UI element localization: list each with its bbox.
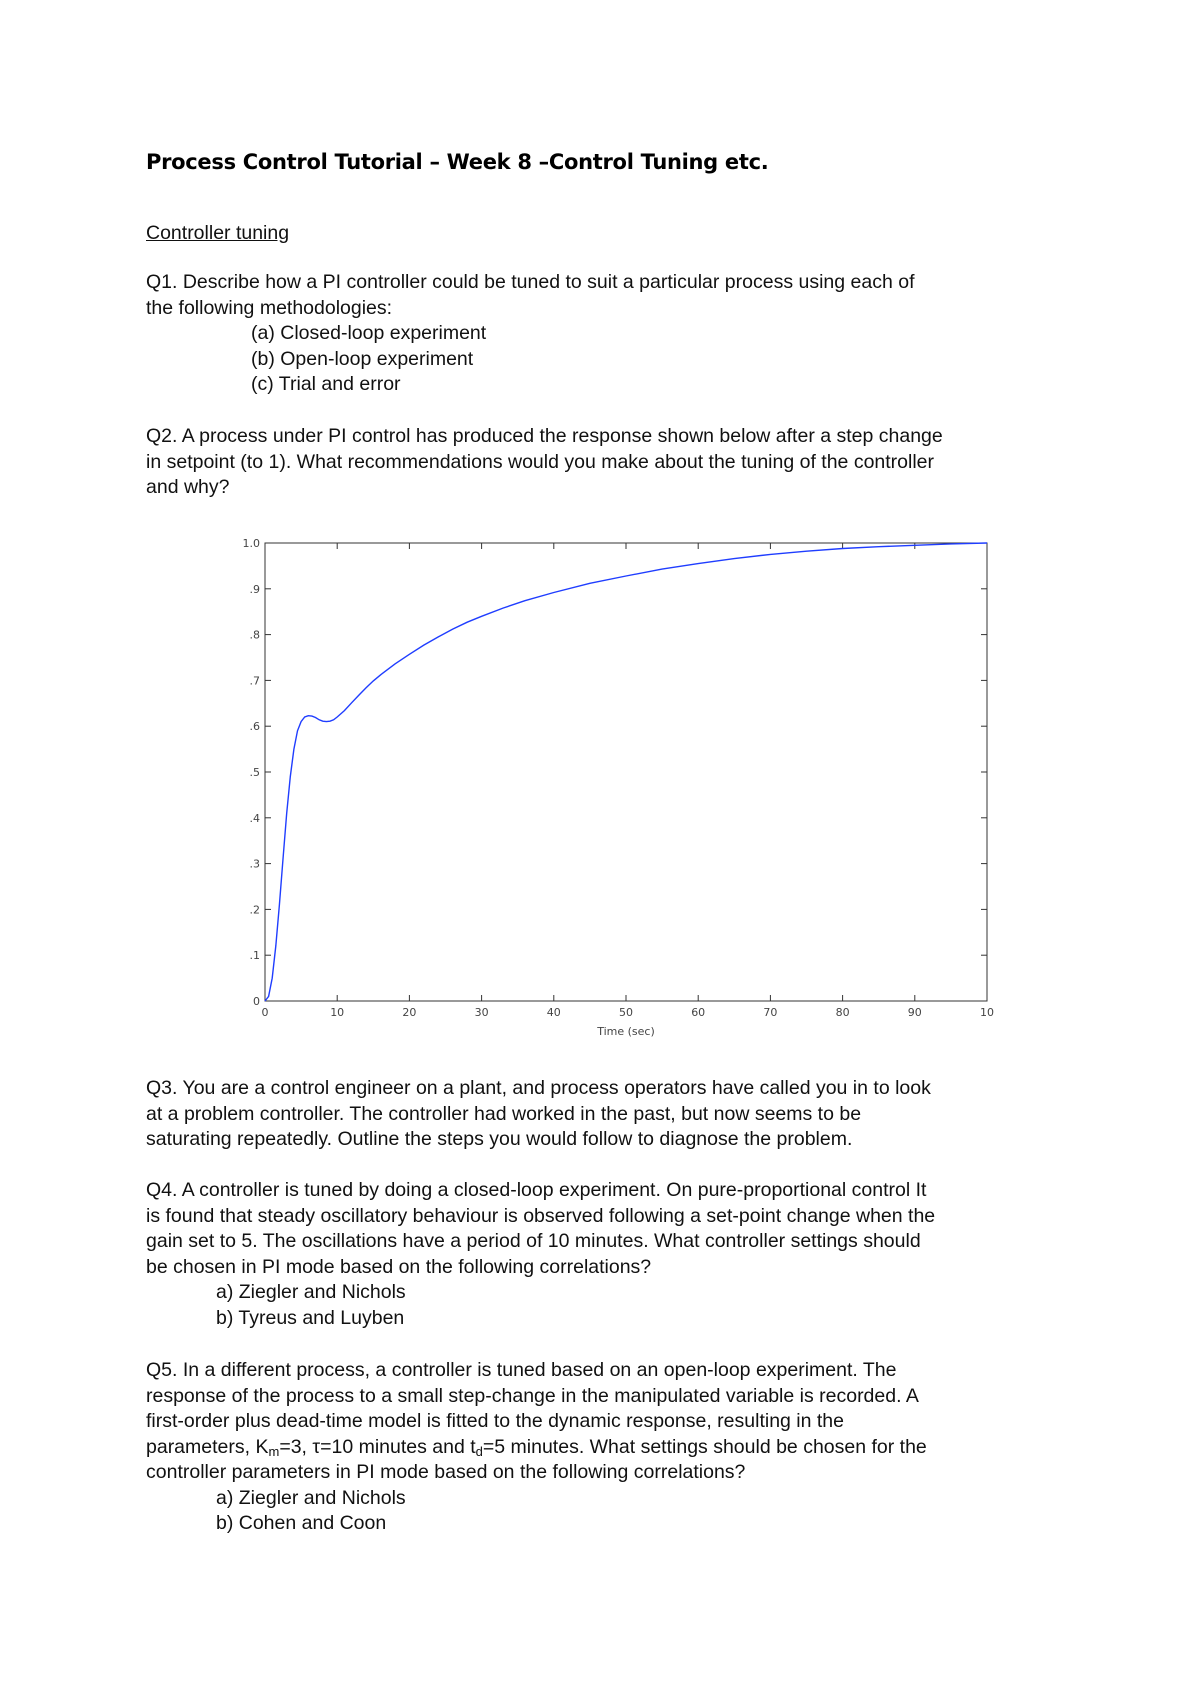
x-tick-label: 10 bbox=[330, 1006, 345, 1019]
x-tick-label: 10 bbox=[980, 1006, 994, 1019]
q1-option: (a) Closed-loop experiment bbox=[251, 322, 487, 344]
document-title: Process Control Tutorial – Week 8 –Control Tuning etc. bbox=[146, 150, 769, 174]
q4-line: Q4. A controller is tuned by doing a closed-loop experiment. On pure-proportional control It bbox=[146, 1179, 927, 1201]
section-heading: Controller tuning bbox=[146, 222, 290, 244]
question-4 bbox=[146, 1178, 1086, 1331]
x-tick-label: 0 bbox=[261, 1006, 269, 1019]
x-tick-label: 80 bbox=[835, 1006, 850, 1019]
question-3 bbox=[146, 1076, 1086, 1153]
q4-option: a) Ziegler and Nichols bbox=[216, 1281, 406, 1303]
y-tick-label: 0 bbox=[253, 995, 260, 1008]
q4-option: b) Tyreus and Luyben bbox=[216, 1306, 405, 1329]
td-subscript: d bbox=[475, 1443, 483, 1459]
y-tick-label: .9 bbox=[249, 582, 260, 596]
km-subscript: m bbox=[268, 1443, 280, 1459]
x-tick-label: 70 bbox=[763, 1006, 778, 1019]
y-tick-label: .4 bbox=[249, 811, 260, 825]
q5-line: Q5. In a different process, a controller is tuned based on an open-loop experiment. The bbox=[146, 1359, 897, 1381]
q2-line: in setpoint (to 1). What recommendations would you make about the tuning of the controller bbox=[146, 450, 935, 473]
q3-line: at a problem controller. The controller had worked in the past, but now seems to be bbox=[146, 1102, 862, 1125]
y-tick-label: 1.0 bbox=[242, 537, 260, 550]
y-tick-label: .3 bbox=[249, 857, 260, 871]
y-axis-tick-labels bbox=[243, 537, 261, 1008]
q5-line: first-order plus dead-time model is fitted to the dynamic response, resulting in the bbox=[146, 1410, 845, 1432]
q1-line: the following methodologies: bbox=[146, 296, 393, 319]
y-tick-label: .8 bbox=[249, 628, 260, 642]
q2-line: Q2. A process under PI control has produced the response shown below after a step change bbox=[146, 425, 943, 447]
q4-line: gain set to 5. The oscillations have a period of 10 minutes. What controller settings should bbox=[146, 1230, 921, 1252]
q5-params-suffix: =5 minutes. What settings should be chosen for the bbox=[482, 1435, 927, 1458]
x-tick-label: 30 bbox=[474, 1006, 489, 1019]
y-tick-label: .1 bbox=[249, 949, 260, 963]
q5-line: controller parameters in PI mode based on the following correlations? bbox=[146, 1461, 746, 1483]
q1-option: (b) Open-loop experiment bbox=[251, 347, 474, 370]
plot-frame bbox=[265, 543, 987, 1001]
x-tick-label: 90 bbox=[907, 1006, 922, 1019]
q5-line: response of the process to a small step-change in the manipulated variable is recorded. A bbox=[146, 1384, 919, 1407]
y-tick-label: .6 bbox=[249, 720, 260, 734]
series-line-response bbox=[265, 543, 987, 1001]
q3-line: Q3. You are a control engineer on a plant, and process operators have called you in to look bbox=[146, 1077, 931, 1099]
x-axis-tick-labels bbox=[262, 1006, 995, 1019]
question-5 bbox=[146, 1358, 1086, 1537]
x-tick-label: 20 bbox=[402, 1006, 417, 1019]
x-tick-label: 40 bbox=[546, 1006, 561, 1019]
q2-line: and why? bbox=[146, 476, 230, 498]
q1-option: (c) Trial and error bbox=[251, 373, 401, 395]
q4-line: is found that steady oscillatory behaviour is observed following a set-point change when the bbox=[146, 1204, 936, 1227]
question-1 bbox=[146, 270, 1086, 398]
chart-ticks bbox=[265, 543, 987, 1001]
chart-series bbox=[265, 543, 987, 1001]
step-response-chart bbox=[225, 535, 994, 1045]
x-axis-label: Time (sec) bbox=[597, 1025, 655, 1038]
x-tick-label: 50 bbox=[619, 1006, 633, 1019]
q5-option: a) Ziegler and Nichols bbox=[216, 1486, 406, 1509]
x-tick-label: 60 bbox=[691, 1006, 706, 1019]
q5-option: b) Cohen and Coon bbox=[216, 1512, 387, 1534]
q3-line: saturating repeatedly. Outline the steps you would follow to diagnose the problem. bbox=[146, 1128, 853, 1150]
y-tick-label: .5 bbox=[249, 766, 260, 779]
q5-params-line bbox=[146, 1435, 1086, 1461]
q4-line: be chosen in PI mode based on the following correlations? bbox=[146, 1255, 652, 1278]
question-2 bbox=[146, 424, 1086, 501]
q1-line: Q1. Describe how a PI controller could be tuned to suit a particular process using each of bbox=[146, 271, 915, 293]
y-tick-label: .7 bbox=[249, 674, 260, 688]
y-tick-label: .2 bbox=[249, 903, 260, 917]
q5-params-km: =3, τ=10 minutes and t bbox=[279, 1435, 476, 1458]
chart-frame bbox=[265, 543, 987, 1001]
q5-params-prefix: parameters, K bbox=[146, 1435, 269, 1458]
